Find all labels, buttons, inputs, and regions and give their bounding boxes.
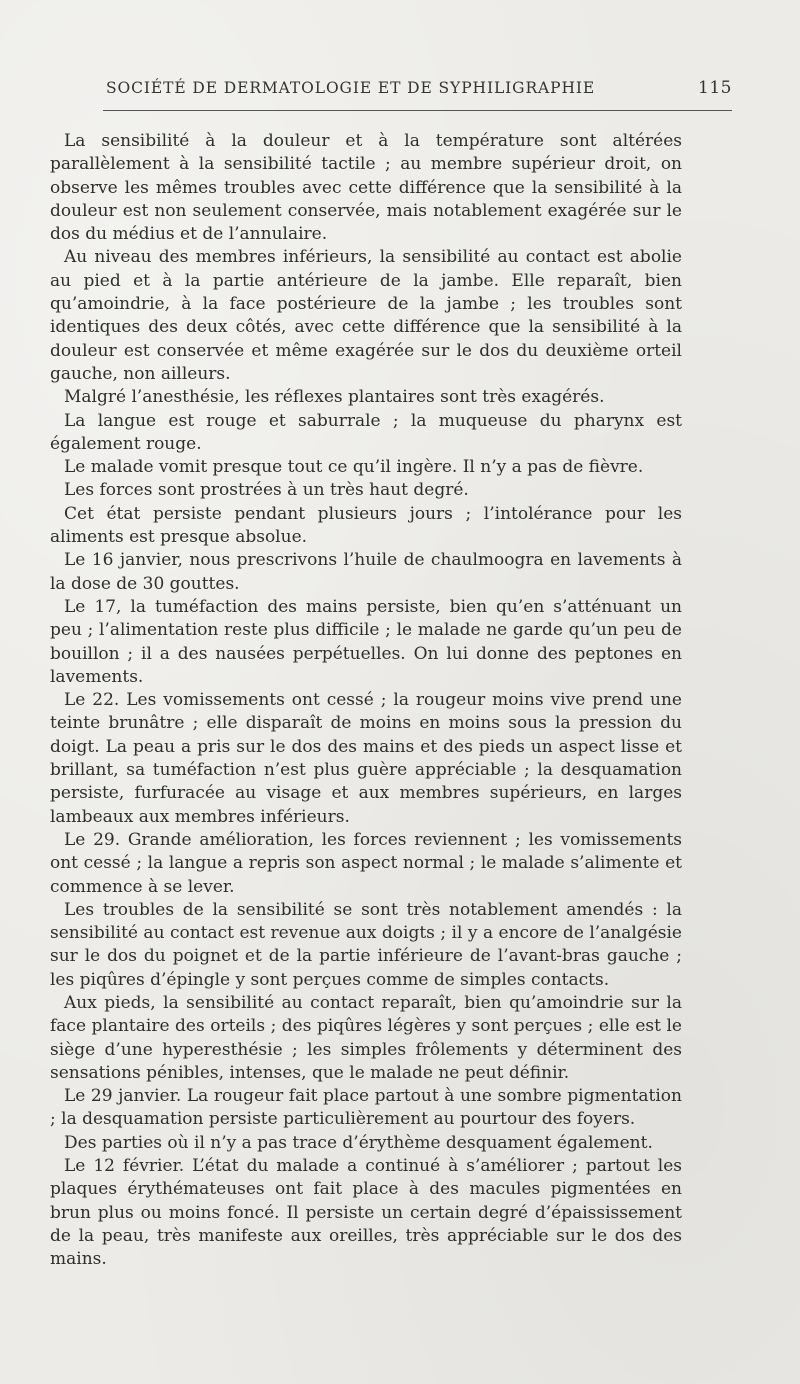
- paragraph: Malgré l’anesthésie, les réflexes plantaires sont très exagérés.: [64, 387, 605, 408]
- paragraph: La sensibilité à la douleur et à la température sont altérées parallèlement à la sensibilité tactile ; au membre supérieur droit, on observe les mêmes troubles avec cette différence que la sensibilité à la douleur est non seulement conservée, mais notablement exagérée sur le dos du médius et de l’annulaire.: [50, 131, 682, 245]
- running-title: SOCIÉTÉ DE DERMATOLOGIE ET DE SYPHILIGRAPHIE: [106, 79, 596, 97]
- paragraph: Les troubles de la sensibilité se sont très notablement amendés : la sensibilité au contact est revenue aux doigts ; il y a encore de l’analgésie sur le dos du poignet et de la partie inférieure de l’avant-bras gauche ; les piqûres d’épingle y sont perçues comme de simples contacts.: [50, 899, 682, 990]
- paragraph: Aux pieds, la sensibilité au contact reparaît, bien qu’amoindrie sur la face plantaire des orteils ; des piqûres légères y sont perçues ; elle est le siège d’une hyperesthésie ; les simples frôlements y déterminent des sensations pénibles, intenses, que le malade ne peut définir.: [50, 992, 682, 1083]
- paragraph: Le 17, la tuméfaction des mains persiste, bien qu’en s’atténuant un peu ; l’alimentation reste plus difficile ; le malade ne garde qu’un peu de bouillon ; il a des nausées perpétuelles. On lui donne des peptones en lavements.: [50, 596, 682, 687]
- paragraph: Des parties où il n’y a pas trace d’érythème desquament également.: [64, 1132, 653, 1153]
- paragraph: Le 29 janvier. La rougeur fait place partout à une sombre pigmentation ; la desquamation persiste particulièrement au pourtour des foyers.: [50, 1086, 682, 1130]
- running-header: [106, 78, 732, 98]
- paragraph: Au niveau des membres inférieurs, la sensibilité au contact est abolie au pied et à la partie antérieure de la jambe. Elle reparaît, bien qu’amoindrie, à la face postérieure de la jambe ; les troubles sont identiques des deux côtés, avec cette différence que la sensibilité à la douleur est conservée et même exagérée sur le dos du deuxième orteil gauche, non ailleurs.: [50, 247, 682, 384]
- paragraph: Cet état persiste pendant plusieurs jours ; l’intolérance pour les aliments est presque absolue.: [50, 503, 682, 548]
- body-text: [50, 130, 682, 1272]
- paragraph: Le 16 janvier, nous prescrivons l’huile de chaulmoogra en lavements à la dose de 30 gouttes.: [50, 550, 682, 594]
- header-rule: [103, 110, 732, 111]
- paragraph: La langue est rouge et saburrale ; la muqueuse du pharynx est également rouge.: [50, 410, 682, 454]
- paragraph: Les forces sont prostrées à un très haut degré.: [64, 480, 469, 501]
- paragraph: Le 22. Les vomissements ont cessé ; la rougeur moins vive prend une teinte brunâtre ; elle disparaît de moins en moins sous la pression du doigt. La peau a pris sur le dos des mains et des pieds un aspect lisse et brillant, sa tuméfaction n’est plus guère appréciable ; la desquamation persiste, furfuracée au visage et aux membres supérieurs, en larges lambeaux aux membres inférieurs.: [50, 690, 682, 827]
- paragraph: Le 29. Grande amélioration, les forces reviennent ; les vomissements ont cessé ; la langue a repris son aspect normal ; le malade s’alimente et commence à se lever.: [50, 829, 682, 897]
- paragraph: Le malade vomit presque tout ce qu’il ingère. Il n’y a pas de fièvre.: [64, 457, 644, 478]
- paragraph: Le 12 février. L’état du malade a continué à s’améliorer ; partout les plaques érythémateuses ont fait place à des macules pigmentées en brun plus ou moins foncé. Il persiste un certain degré d’épaississement de la peau, très manifeste aux oreilles, très appréciable sur le dos des mains.: [50, 1156, 682, 1270]
- page-number: 115: [698, 78, 732, 98]
